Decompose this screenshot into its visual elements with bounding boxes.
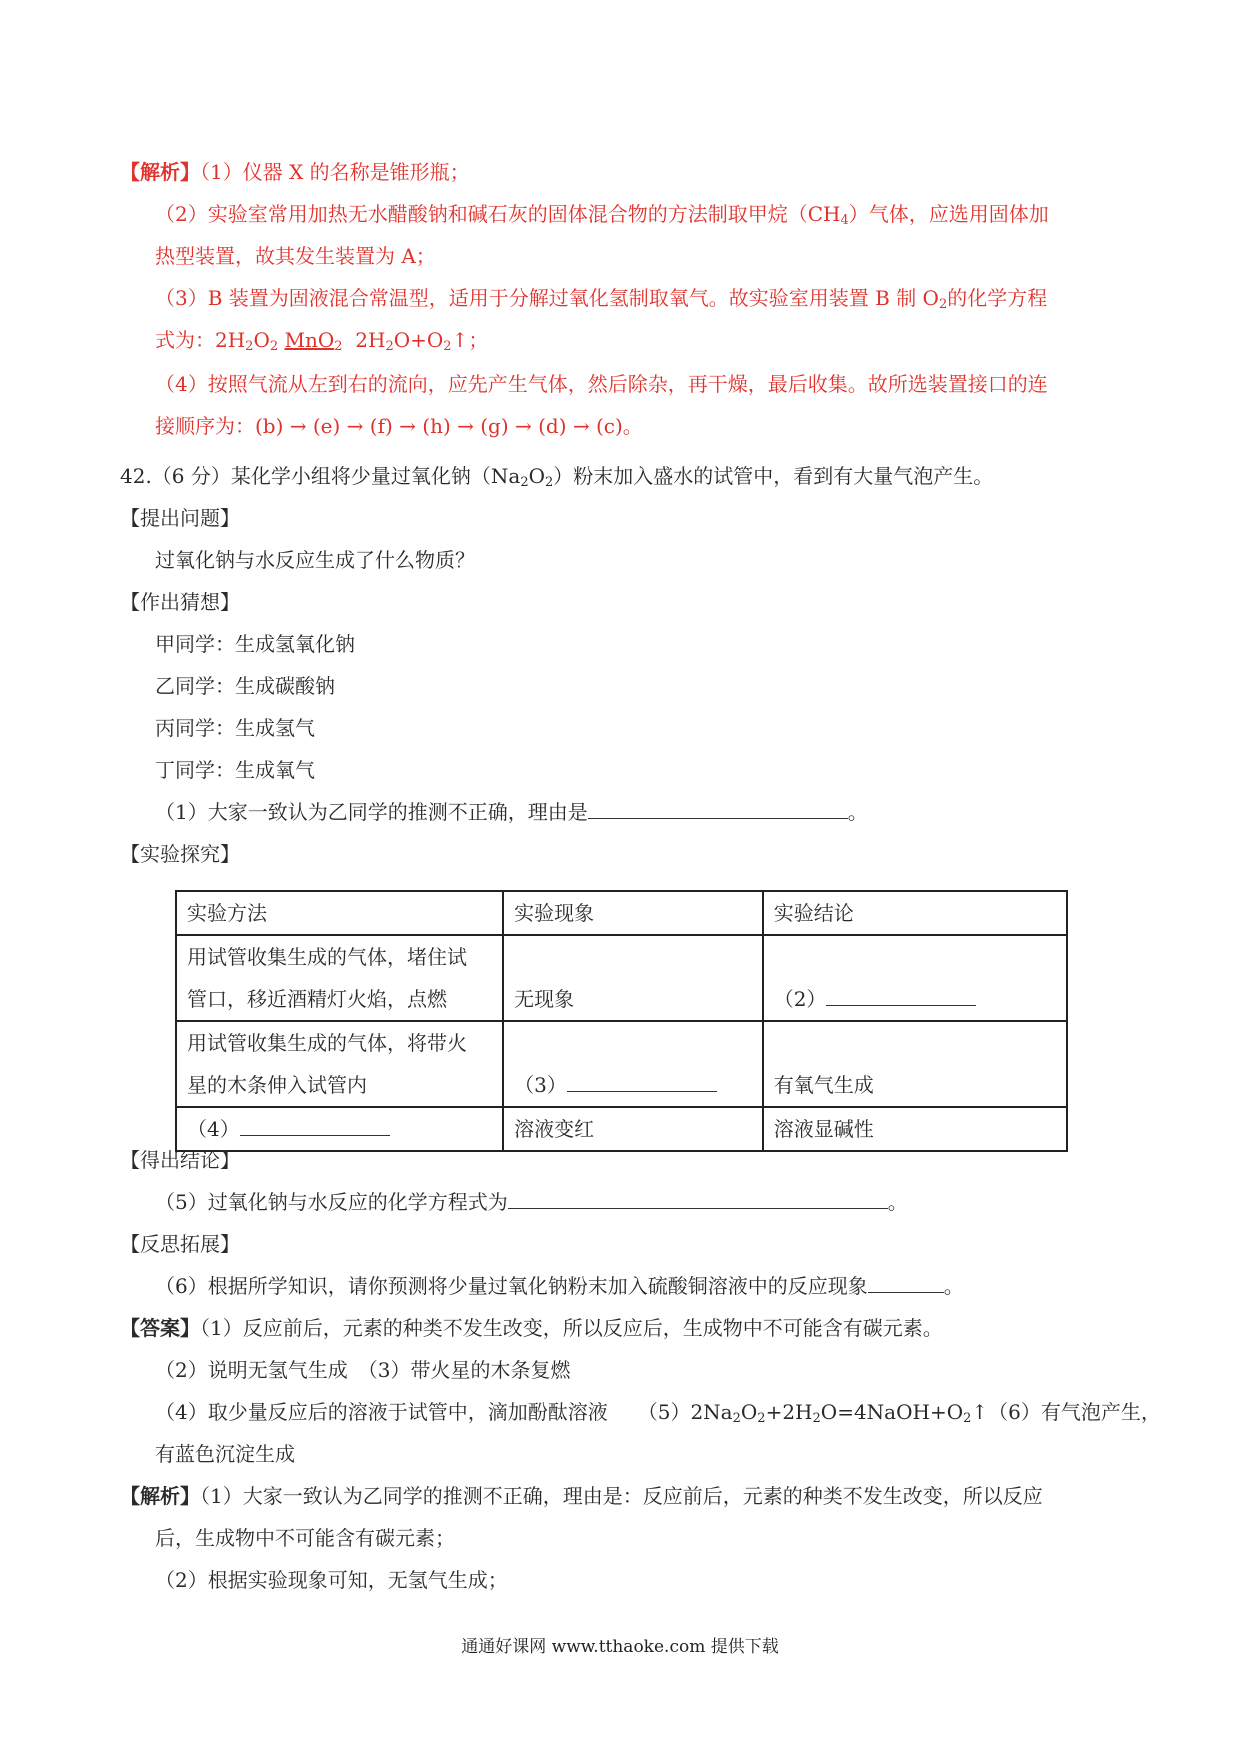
analysis-line-6: （4）按照气流从左到右的流向，应先产生气体，然后除杂，再干燥，最后收集。故所选装置接口的连 [155, 372, 1048, 396]
answer-blank[interactable] [588, 798, 848, 819]
table-row [176, 1107, 1067, 1151]
row3-method: （4） [176, 1107, 503, 1151]
analysis-line-4: （3）B 装置为固液混合常温型，适用于分解过氧化氢制取氧气。故实验室用装置 B 制 $O_2$的化学方程 [155, 286, 1048, 312]
guess-2: 乙同学：生成碳酸钠 [155, 674, 335, 698]
row1-conclusion: （2） [763, 935, 1067, 1021]
row1-method: 用试管收集生成的气体，堵住试 管口，移近酒精灯火焰，点燃 [176, 935, 503, 1021]
section-experiment: 【实验探究】 [120, 842, 240, 866]
analysis-line-7: 接顺序为：(b) → (e) → (f) → (h) → (g) → (d) → (c)。 [155, 414, 643, 438]
answer-blank[interactable] [567, 1071, 717, 1092]
row2-method: 用试管收集生成的气体，将带火 星的木条伸入试管内 [176, 1021, 503, 1107]
sub-question-5: （5）过氧化钠与水反应的化学方程式为 。 [155, 1190, 908, 1214]
section-hypothesis: 【作出猜想】 [120, 590, 240, 614]
section-conclusion: 【得出结论】 [120, 1148, 240, 1172]
sub-question-1: （1）大家一致认为乙同学的推测不正确，理由是 。 [155, 800, 868, 824]
experiment-table [175, 890, 1068, 1152]
analysis-line-1: 【解析】（1）仪器 X 的名称是锥形瓶； [120, 160, 470, 184]
answer-line-2: （2）说明无氢气生成 （3）带火星的木条复燃 [155, 1358, 571, 1382]
answer-tag: 【答案】 [120, 1316, 200, 1340]
answer-line-3: （4）取少量反应后的溶液于试管中，滴加酚酞溶液 $(5)2Na_2O_2+2H_2O=4NaOH+O_2↑(6)$有气泡产生， [155, 1400, 1161, 1426]
guess-3: 丙同学：生成氢气 [155, 716, 315, 740]
analysis2-line-3: （2）根据实验现象可知，无氢气生成； [155, 1568, 508, 1592]
header-method: 实验方法 [176, 891, 503, 935]
answer-blank[interactable] [240, 1115, 390, 1136]
row3-phenomenon: 溶液变红 [503, 1107, 763, 1151]
table-row [176, 935, 1067, 1021]
guess-1: 甲同学：生成氢氧化钠 [155, 632, 355, 656]
analysis-line-2: （2）实验室常用加热无水醋酸钠和碱石灰的固体混合物的方法制取甲烷$(CH_4)$气体，应选用固体加 [155, 202, 1049, 228]
guess-4: 丁同学：生成氧气 [155, 758, 315, 782]
table-header-row [176, 891, 1067, 935]
table-row [176, 1021, 1067, 1107]
row2-conclusion: 有氧气生成 [763, 1021, 1067, 1107]
analysis2-line-1: 【解析】（1）大家一致认为乙同学的推测不正确，理由是：反应前后，元素的种类不发生改变，所以反应 [120, 1484, 1043, 1508]
section-reflection: 【反思拓展】 [120, 1232, 240, 1256]
answer-line-1: 【答案】（1）反应前后，元素的种类不发生改变，所以反应后，生成物中不可能含有碳元素。 [120, 1316, 943, 1340]
header-conclusion: 实验结论 [763, 891, 1067, 935]
answer-line-4: 有蓝色沉淀生成 [155, 1442, 295, 1466]
answer-blank[interactable] [508, 1188, 888, 1209]
answer-blank[interactable] [826, 985, 976, 1006]
question-42-title: 42.（6 分）某化学小组将少量过氧化钠$(Na_2O_2)$粉末加入盛水的试管中，看到有大量气泡产生。 [120, 464, 994, 490]
row1-phenomenon: 无现象 [503, 935, 763, 1021]
answer-blank[interactable] [868, 1272, 944, 1293]
row2-phenomenon: （3） [503, 1021, 763, 1107]
section-raise-question: 【提出问题】 [120, 506, 240, 530]
page-footer: 通通好课网 www.tthaoke.com 提供下载 [461, 1637, 779, 1657]
catalyst: MnO$_2$ [284, 328, 343, 354]
analysis-tag: 【解析】 [120, 160, 200, 184]
row3-conclusion: 溶液显碱性 [763, 1107, 1067, 1151]
analysis-equation: 式为：$2H_2O_2$ MnO$_2$ $2H_2O+O_2↑$； [155, 328, 489, 354]
analysis2-line-2: 后，生成物中不可能含有碳元素； [155, 1526, 455, 1550]
header-phenomenon: 实验现象 [503, 891, 763, 935]
question-text: 过氧化钠与水反应生成了什么物质？ [155, 548, 475, 572]
sub-question-6: （6）根据所学知识，请你预测将少量过氧化钠粉末加入硫酸铜溶液中的反应现象 。 [155, 1274, 964, 1298]
analysis-line-3: 热型装置，故其发生装置为 A； [155, 244, 436, 268]
analysis2-tag: 【解析】 [120, 1484, 200, 1508]
